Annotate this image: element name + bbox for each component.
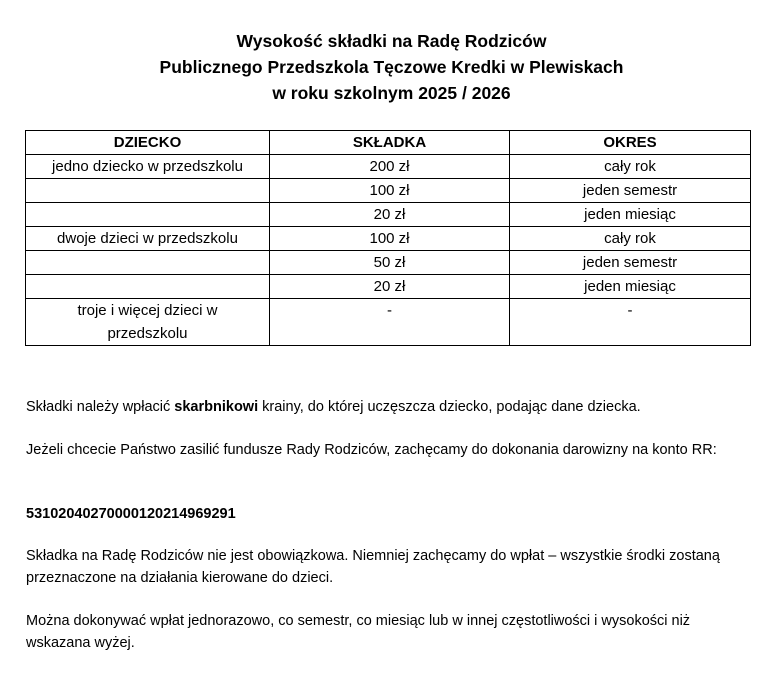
cell-fee: 20 zł [270, 203, 510, 227]
cell-period: jeden miesiąc [510, 275, 751, 299]
cell-fee: 100 zł [270, 179, 510, 203]
cell-child [26, 275, 270, 299]
cell-fee: 50 zł [270, 251, 510, 275]
header-fee: SKŁADKA [270, 131, 510, 155]
cell-fee: 20 zł [270, 275, 510, 299]
cell-period: jeden semestr [510, 251, 751, 275]
account-number: 53102040270000120214969291 [26, 506, 236, 522]
paragraph-donation: Jeżeli chcecie Państwo zasilić fundusze Rady Rodziców, zachęcamy do dokonania darowizny na konto RR: [26, 442, 717, 458]
title-line-2: Publicznego Przedszkola Tęczowe Kredki w Plewiskach [159, 57, 624, 77]
treasurer-emphasis: skarbnikowi [174, 399, 259, 415]
paragraph-text: krainy, do której uczęszcza dziecko, podając dane dziecka. [258, 399, 641, 415]
document-title [0, 28, 783, 106]
cell-child [26, 203, 270, 227]
table-row [26, 155, 751, 179]
cell-child: jedno dziecko w przedszkolu [26, 155, 270, 179]
cell-fee: 100 zł [270, 227, 510, 251]
cell-period: jeden semestr [510, 179, 751, 203]
table-row [26, 299, 751, 346]
cell-period: - [510, 299, 751, 346]
header-period: OKRES [510, 131, 751, 155]
paragraph-treasurer [26, 396, 756, 418]
title-line-3: w roku szkolnym 2025 / 2026 [272, 83, 511, 103]
paragraph-text: Składki należy wpłacić [26, 399, 175, 415]
cell-period: jeden miesiąc [510, 203, 751, 227]
fee-table [25, 130, 751, 346]
table-header-row [26, 131, 751, 155]
table-row [26, 227, 751, 251]
cell-period: cały rok [510, 155, 751, 179]
cell-child: troje i więcej dzieci w przedszkolu [26, 299, 270, 346]
cell-child: dwoje dzieci w przedszkolu [26, 227, 270, 251]
cell-child [26, 179, 270, 203]
cell-period: cały rok [510, 227, 751, 251]
paragraph-frequency: Można dokonywać wpłat jednorazowo, co semestr, co miesiąc lub w innej częstotliwości i wysokości niż wskazana wyżej. [26, 613, 691, 651]
cell-fee: 200 zł [270, 155, 510, 179]
table-row [26, 251, 751, 275]
paragraph-voluntary: Składka na Radę Rodziców nie jest obowiązkowa. Niemniej zachęcamy do wpłat – wszystkie środki zostaną przeznaczone na działania kierowane do dzieci. [26, 548, 720, 586]
table-row [26, 275, 751, 299]
cell-fee: - [270, 299, 510, 346]
cell-child [26, 251, 270, 275]
header-child: DZIECKO [26, 131, 270, 155]
table-row [26, 203, 751, 227]
title-line-1: Wysokość składki na Radę Rodziców [236, 31, 547, 51]
table-row [26, 179, 751, 203]
